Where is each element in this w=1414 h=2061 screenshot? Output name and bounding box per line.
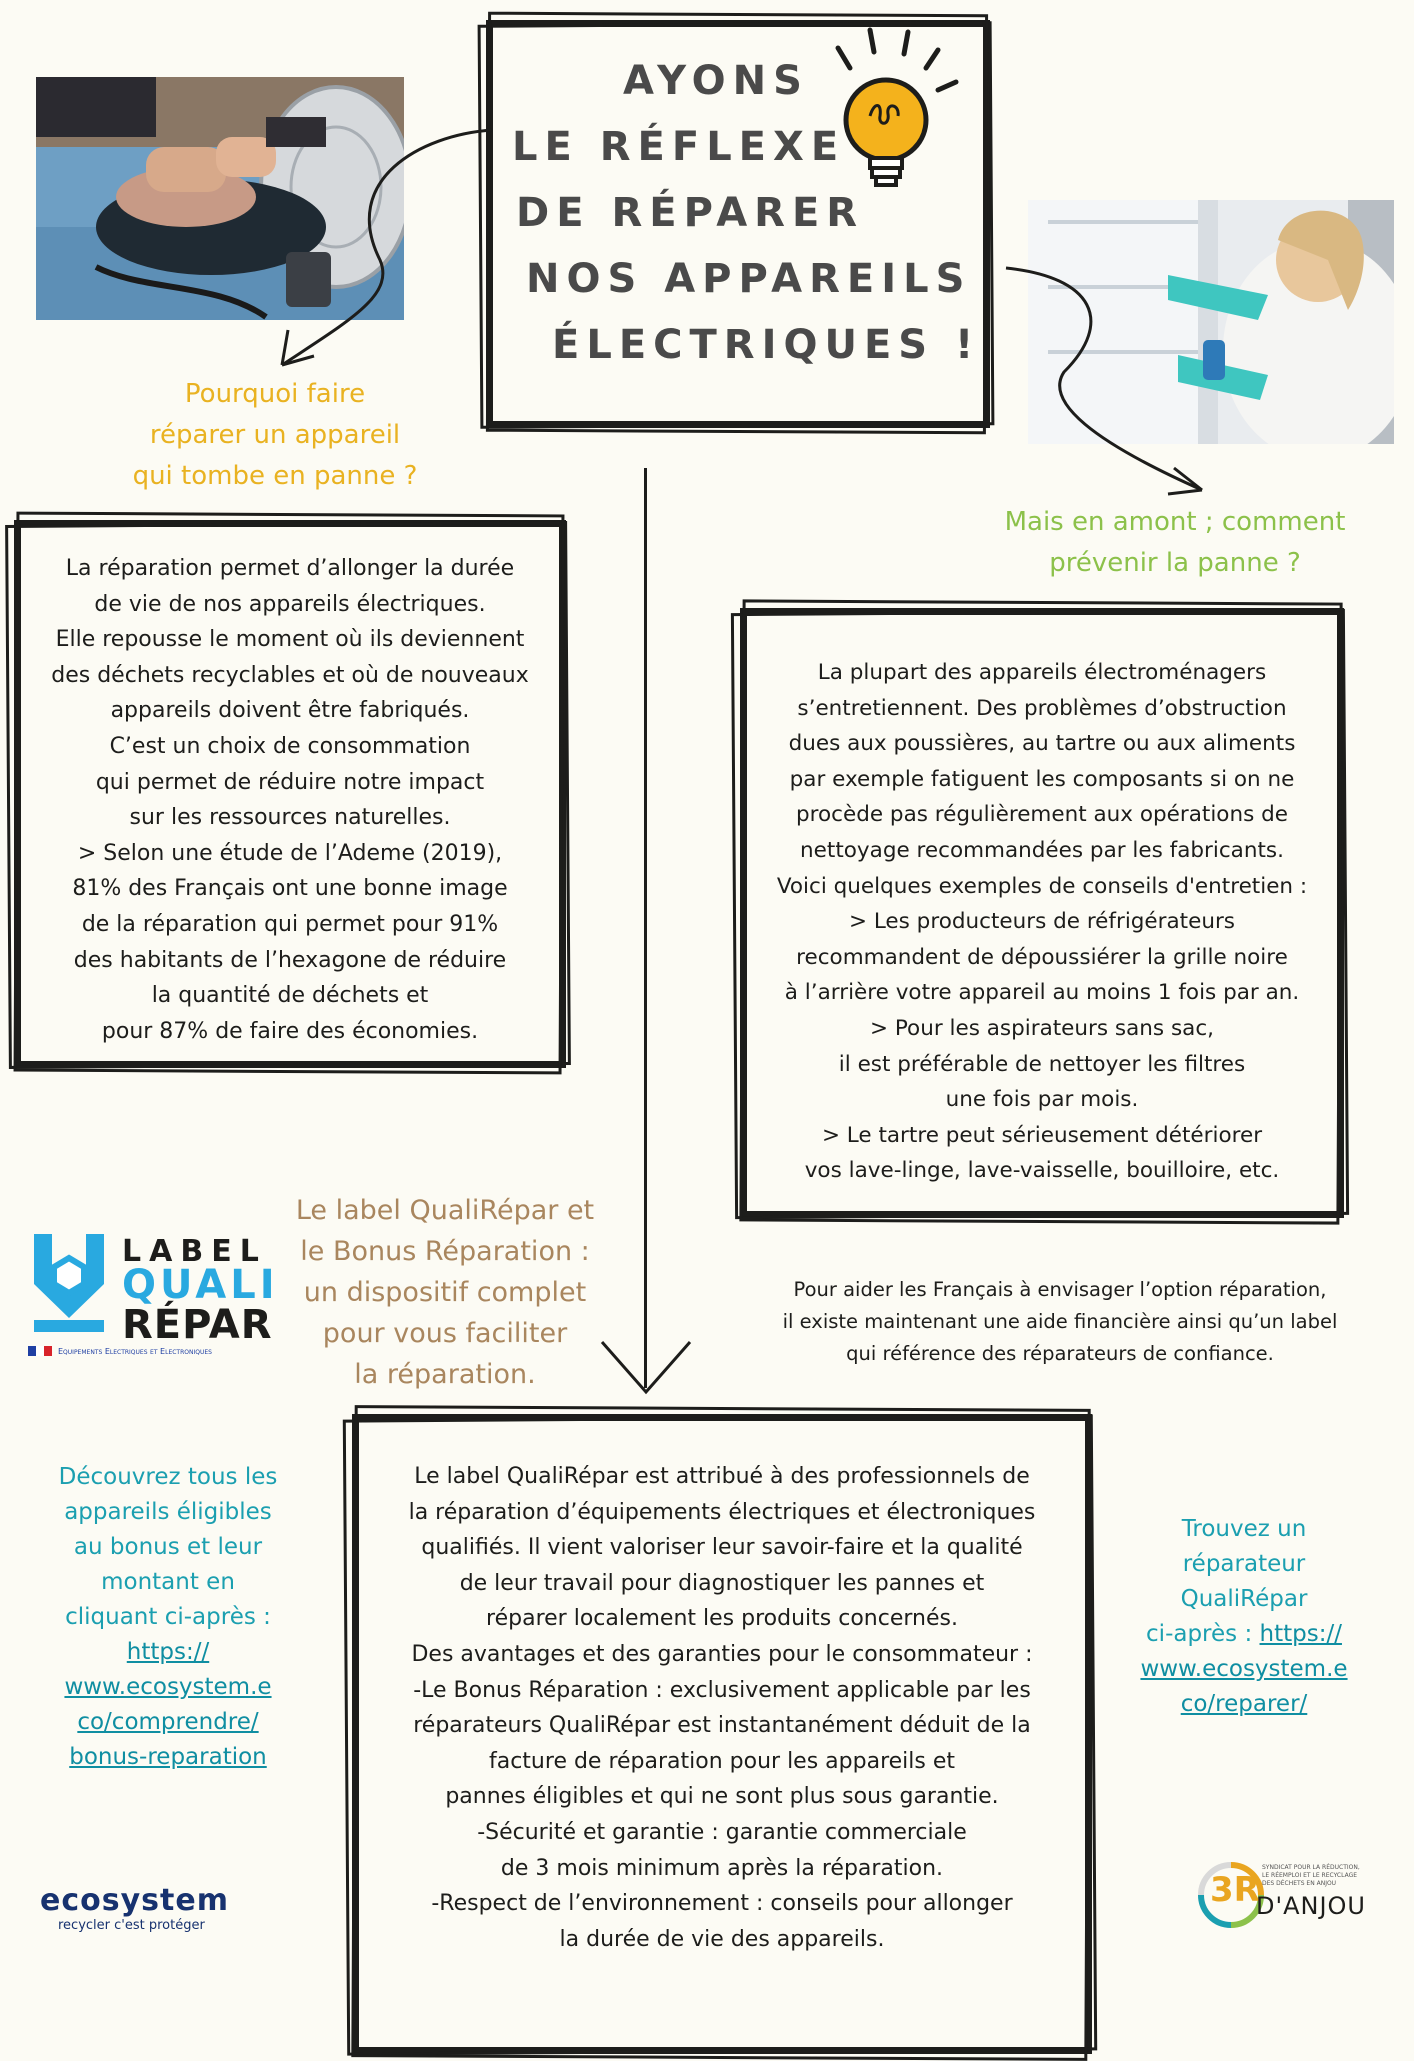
- qualirepar-tagline-text: Equipements Electriques et Electroniques: [58, 1346, 212, 1356]
- title-line-2: LE RÉFLEXE: [512, 124, 846, 170]
- anjou-logo: [1196, 1842, 1366, 1952]
- question-why: Pourquoi faire réparer un appareil qui tombe en panne ?: [132, 379, 418, 491]
- anjou-name: D'ANJOU: [1256, 1892, 1366, 1920]
- ecosystem-tagline: recycler c'est protéger: [58, 1918, 205, 1933]
- qualirepar-text: Le label QualiRépar est attribué à des professionnels de la réparation d’équipements électriques et électroniques qualifiés. Il vient valoriser leur savoir-faire et la qualité de leur travail pour diagnostiquer les pannes et réparer localement les produits concernés. Des avantages et des garanties pour le consommateur : -Le Bonus Réparation : exclusivement applicable par les réparateurs QualiRépar est instantanément déduit de la facture de réparation pour les appareils et pannes éligibles et qui ne sont plus sous garantie. -Sécurité et garantie : garantie commerciale de 3 mois minimum après la réparation. -Respect de l’environnement : conseils pour allonger la durée de vie des appareils.: [408, 1464, 1036, 1952]
- why-repair-box: [14, 520, 566, 1068]
- discover-bonus-text: Découvrez tous les appareils éligibles au bonus et leur montant en cliquant ci-après :: [58, 1464, 278, 1630]
- qualirepar-tagline: [28, 1346, 276, 1356]
- ecosystem-name: ecosystem: [40, 1883, 229, 1918]
- center-arrow-head-icon: [600, 1340, 692, 1396]
- qualirepar-logo: [24, 1228, 279, 1358]
- find-repairer-text: Trouvez un réparateur QualiRépar ci-après :: [1146, 1516, 1308, 1647]
- qualirepar-word-quali: QUALI: [122, 1262, 279, 1308]
- prevent-text: La plupart des appareils électroménagers s’entretiennent. Des problèmes d’obstruction dues aux poussières, au tartre ou aux aliments par exemple fatiguent les composants si on ne procède pas régulièrement aux opérations de nettoyage recommandées par les fabricants. Voici quelques exemples de conseils d'entretien : > Les producteurs de réfrigérateurs recommandent de dépoussiérer la grille noire à l’arrière votre appareil au moins 1 fois par an. > Pour les aspirateurs sans sac, il est préférable de nettoyer les filtres une fois par mois. > Le tartre peut sérieusement détériorer vos lave-linge, lave-vaisselle, bouilloire, etc.: [776, 660, 1308, 1184]
- arrow-left-icon: [270, 120, 500, 380]
- qualirepar-mark-icon: [24, 1228, 114, 1340]
- arrow-right-icon: [1004, 262, 1214, 502]
- anjou-mark: 3R: [1210, 1870, 1260, 1910]
- question-prevent: Mais en amont ; comment prévenir la panne ?: [1004, 507, 1346, 578]
- title-line-4: NOS APPAREILS: [526, 256, 972, 302]
- reparer-link[interactable]: www.ecosystem.e co/reparer/: [1140, 1656, 1348, 1717]
- title-line-1: AYONS: [623, 58, 809, 104]
- center-arrow-line: [644, 468, 647, 1388]
- qualirepar-word-repar: RÉPAR: [122, 1302, 273, 1348]
- anjou-small-text: SYNDICAT POUR LA RÉDUCTION, LE RÉEMPLOI ET LE RECYCLAGE DES DÉCHETS EN ANJOU: [1262, 1864, 1360, 1887]
- aid-text: Pour aider les Français à envisager l’option réparation, il existe maintenant une aide financière ainsi qu’un label qui référence des réparateurs de confiance.: [782, 1278, 1338, 1365]
- bonus-reparation-link[interactable]: https:// www.ecosystem.e co/comprendre/ bonus-reparation: [64, 1639, 272, 1770]
- why-repair-text: La réparation permet d’allonger la durée de vie de nos appareils électriques. Elle repousse le moment où ils deviennent des déchets recyclables et où de nouveaux appareils doivent être fabriqués. C’est un choix de consommation qui permet de réduire notre impact sur les ressources naturelles. > Selon une étude de l’Ademe (2019), 81% des Français ont une bonne image de la réparation qui permet pour 91% des habitants de l’hexagone de réduire la quantité de déchets et pour 87% de faire des économies.: [51, 556, 529, 1044]
- qualirepar-word-label: LABEL: [122, 1234, 267, 1269]
- title-line-5: ÉLECTRIQUES !: [552, 322, 981, 368]
- reparer-link-first[interactable]: https://: [1259, 1621, 1342, 1647]
- qualirepar-box: [352, 1414, 1092, 2054]
- discover-bonus: [40, 1460, 296, 1775]
- title-line-3: DE RÉPARER: [516, 190, 865, 236]
- ecosystem-logo: [40, 1884, 260, 1944]
- light-bulb-icon: [808, 20, 968, 190]
- prevent-box: [740, 608, 1344, 1218]
- find-repairer: [1124, 1512, 1364, 1722]
- label-heading: Le label QualiRépar et le Bonus Réparation : un dispositif complet pour vous faciliter la réparation.: [295, 1195, 595, 1390]
